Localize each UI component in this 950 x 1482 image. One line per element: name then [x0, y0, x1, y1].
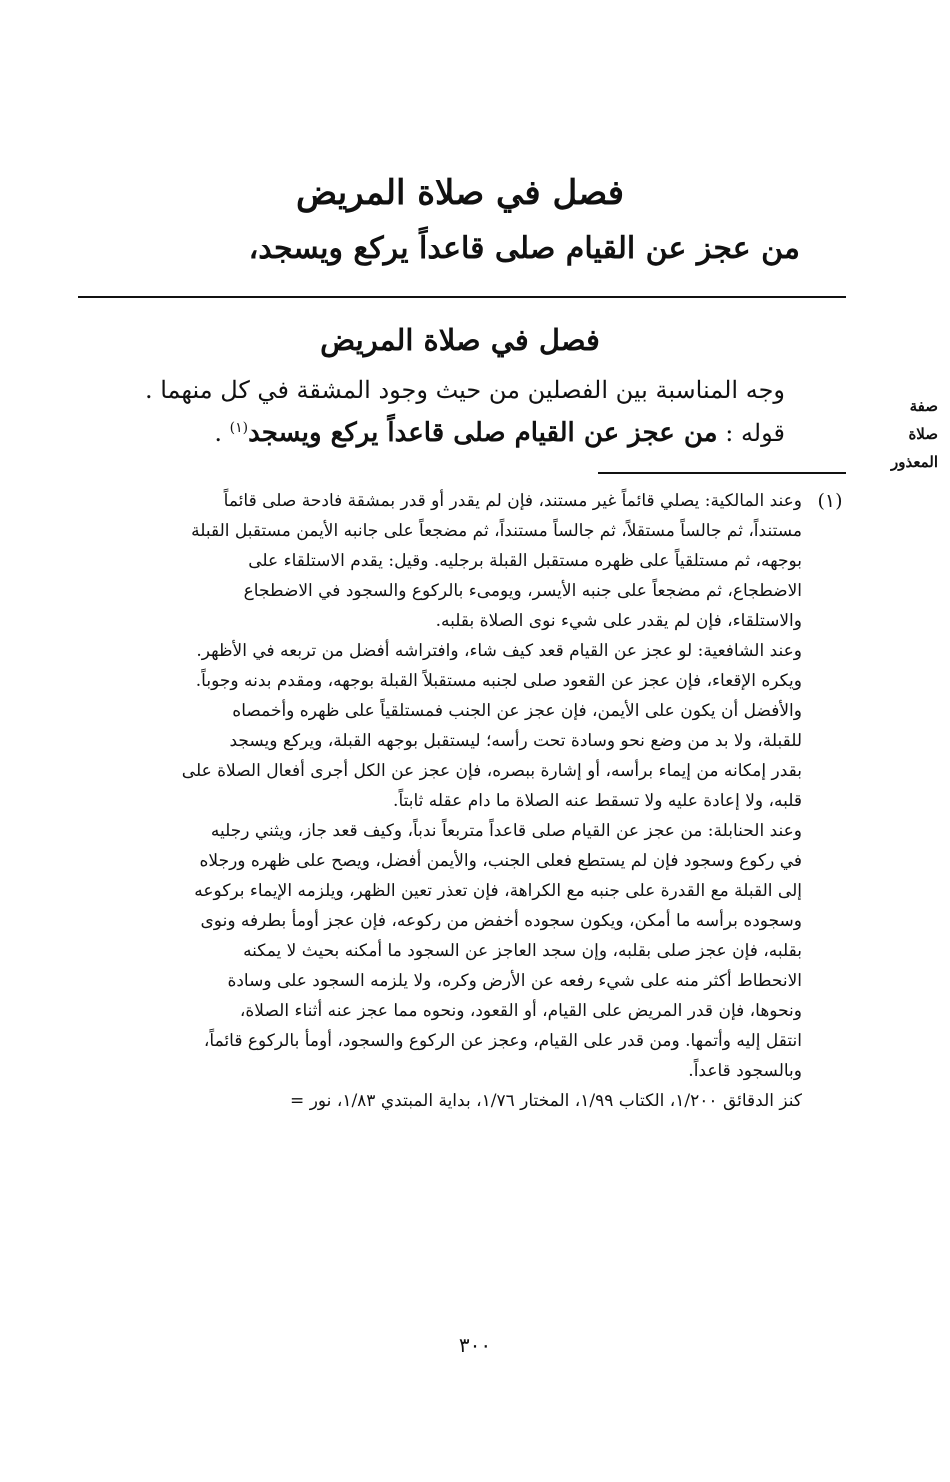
footnote-line: الانحطاط أكثر منه على شيء رفعه عن الأرض وكره، ولا يلزمه السجود على وسادة — [227, 971, 802, 991]
sharh-quoted-matn: من عجز عن القيام صلى قاعداً يركع ويسجد — [248, 418, 718, 448]
footnote-line: قلبه، ولا إعادة عليه ولا تسقط عنه الصلاة ما دام عقله ثابتاً. — [393, 791, 802, 811]
sharh-line-end: . — [214, 419, 230, 447]
footnote-line: ويكره الإقعاء، فإن عجز عن القعود صلى لجنبه مستقبلاً القبلة بوجهه، ومقدم بدنه وجوباً. — [195, 671, 802, 691]
footnote-line: وبالسجود قاعداً. — [688, 1061, 802, 1081]
footnote-line: والأفضل أن يكون على الأيمن، فإن عجز عن الجنب فمستلقياً على ظهره وأخمصاه — [232, 701, 802, 721]
matn-divider — [78, 296, 846, 298]
footnote-line: وسجوده برأسه ما أمكن، ويكون سجوده أخفض من ركوعه، فإن عجز أومأ بطرفه ونوى — [200, 911, 802, 931]
margin-note-line-3: المعذور — [890, 453, 938, 471]
chapter-title: فصل في صلاة المريض — [296, 173, 624, 213]
footnote-line: وعند المالكية: يصلي قائماً غير مستند، فإن لم يقدر أو قدر بمشقة فادحة صلى قائماً — [223, 491, 802, 511]
footnote-divider — [598, 472, 846, 474]
footnote-number: (١) — [817, 490, 843, 512]
footnote-body — [80, 486, 802, 1116]
footnote-line: للقبلة، ولا بد من وضع نحو وسادة تحت رأسه؛ ليستقبل بوجهه القبلة، ويركع ويسجد — [229, 731, 802, 751]
footnote-reference: (١) — [229, 420, 249, 436]
margin-note-line-1: صفة — [909, 397, 938, 415]
footnote-line: وعند الحنابلة: من عجز عن القيام صلى قاعداً متربعاً ندباً، وكيف قعد جاز، ويثني رجليه — [210, 821, 802, 841]
footnote-line: بقدر إمكانه من إيماء برأسه، أو إشارة ببصره، فإن عجز عن الكل أجرى أفعال الصلاة على — [181, 761, 802, 781]
footnote-line: إلى القبلة مع القدرة على جنبه مع الكراهة، فإن تعذر تعين الظهر، ويلزمه الإيماء بركوعه — [194, 881, 802, 901]
sharh-line-1: وجه المناسبة بين الفصلين من حيث وجود المشقة في كل منهما . — [144, 376, 785, 404]
footnote-line: مستنداً، ثم جالساً مستقلاً، ثم جالساً مستنداً، ثم مضجعاً على جانبه الأيمن مستقبل القبلة — [191, 521, 802, 541]
footnote-line: في ركوع وسجود فإن لم يستطع فعلى الجنب، والأيمن أفضل، ويصح على ظهره ورجلاه — [199, 851, 802, 871]
footnote-line: وعند الشافعية: لو عجز عن القيام قعد كيف شاء، وافتراشه أفضل من تربعه في الأظهر. — [196, 641, 802, 661]
margin-note-line-2: صلاة — [908, 425, 938, 443]
sharh-title: فصل في صلاة المريض — [320, 323, 600, 357]
footnote-line: بوجهه، ثم مستلقياً على ظهره مستقبل القبلة برجليه. وقيل: يقدم الاستلقاء على — [248, 551, 802, 571]
sharh-qawluhu: قوله : — [717, 419, 785, 447]
footnote-line: الاضطجاع، ثم مضجعاً على جنبه الأيسر، ويومىء بالركوع والسجود في الاضطجاع — [243, 581, 802, 601]
footnote-line: ونحوها، فإن قدر المريض على القيام، أو القعود، ونحوه مما عجز عنه أثناء الصلاة، — [239, 1001, 802, 1021]
footnote-line: انتقل إليه وأتمها. ومن قدر على القيام، وعجز عن الركوع والسجود، أومأ بالركوع قائماً، — [203, 1031, 802, 1051]
sharh-line-2 — [80, 408, 785, 453]
footnote-line: بقلبه، فإن عجز صلى بقلبه، وإن سجد العاجز عن السجود ما أمكنه بحيث لا يمكنه — [243, 941, 802, 961]
page-number: ٣٠٠ — [458, 1333, 492, 1357]
margin-note — [860, 392, 938, 476]
matn-text: من عجز عن القيام صلى قاعداً يركع ويسجد، — [248, 231, 800, 266]
footnote-line: والاستلقاء، فإن لم يقدر على شيء نوى الصلاة بقلبه. — [435, 611, 802, 631]
footnote-line: كنز الدقائق ١/٢٠٠، الكتاب ١/٩٩، المختار ١/٧٦، بداية المبتدي ١/٨٣، نور = — [290, 1091, 802, 1111]
